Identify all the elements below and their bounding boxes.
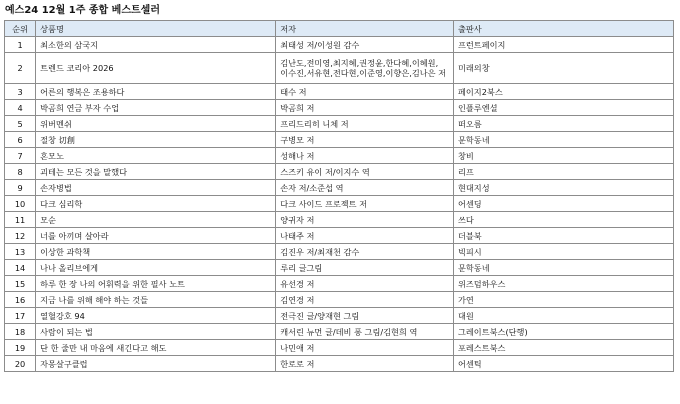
publisher-cell: 현대지성 bbox=[453, 180, 673, 196]
book-title-cell: 위버멘쉬 bbox=[36, 116, 276, 132]
book-title-cell: 지금 나를 위해 해야 하는 것들 bbox=[36, 292, 276, 308]
rank-cell: 18 bbox=[5, 324, 36, 340]
publisher-cell: 쓰다 bbox=[453, 212, 673, 228]
table-row bbox=[5, 244, 674, 260]
publisher-cell: 떠오름 bbox=[453, 116, 673, 132]
header-book: 상품명 bbox=[36, 21, 276, 37]
author-cell: 전극진 글/양재현 그림 bbox=[276, 308, 454, 324]
publisher-cell: 어센틱 bbox=[453, 356, 673, 372]
author-cell: 다크 사이드 프로젝트 저 bbox=[276, 196, 454, 212]
book-title-cell: 다크 심리학 bbox=[36, 196, 276, 212]
table-row bbox=[5, 212, 674, 228]
book-title-cell: 하루 한 장 나의 어휘력을 위한 필사 노트 bbox=[36, 276, 276, 292]
author-cell: 캐서린 뉴먼 글/데비 퐁 그림/김현희 역 bbox=[276, 324, 454, 340]
book-title-cell: 손자병법 bbox=[36, 180, 276, 196]
table-header-row bbox=[5, 21, 674, 37]
rank-cell: 10 bbox=[5, 196, 36, 212]
book-title-cell: 괴테는 모든 것을 말했다 bbox=[36, 164, 276, 180]
publisher-cell: 빅피시 bbox=[453, 244, 673, 260]
table-row bbox=[5, 356, 674, 372]
publisher-cell: 대원 bbox=[453, 308, 673, 324]
book-title-cell: 트렌드 코리아 2026 bbox=[36, 53, 276, 84]
author-cell: 프리드리히 니체 저 bbox=[276, 116, 454, 132]
rank-cell: 2 bbox=[5, 53, 36, 84]
rank-cell: 19 bbox=[5, 340, 36, 356]
book-title-cell: 모순 bbox=[36, 212, 276, 228]
table-row bbox=[5, 100, 674, 116]
table-row bbox=[5, 148, 674, 164]
bestseller-table bbox=[4, 20, 674, 372]
book-title-cell: 절창 切創 bbox=[36, 132, 276, 148]
author-cell: 김연경 저 bbox=[276, 292, 454, 308]
table-row bbox=[5, 164, 674, 180]
rank-cell: 20 bbox=[5, 356, 36, 372]
table-row bbox=[5, 228, 674, 244]
publisher-cell: 창비 bbox=[453, 148, 673, 164]
publisher-cell: 프런트페이지 bbox=[453, 37, 673, 53]
author-cell: 성해나 저 bbox=[276, 148, 454, 164]
table-row bbox=[5, 84, 674, 100]
publisher-cell: 미래의창 bbox=[453, 53, 673, 84]
book-title-cell: 자몽살구클럽 bbox=[36, 356, 276, 372]
author-cell: 스즈키 유이 저/이지수 역 bbox=[276, 164, 454, 180]
rank-cell: 8 bbox=[5, 164, 36, 180]
header-publisher: 출판사 bbox=[453, 21, 673, 37]
author-cell: 유선경 저 bbox=[276, 276, 454, 292]
publisher-cell: 가연 bbox=[453, 292, 673, 308]
rank-cell: 16 bbox=[5, 292, 36, 308]
rank-cell: 17 bbox=[5, 308, 36, 324]
table-row bbox=[5, 292, 674, 308]
author-cell: 태수 저 bbox=[276, 84, 454, 100]
book-title-cell: 혼모노 bbox=[36, 148, 276, 164]
header-author: 저자 bbox=[276, 21, 454, 37]
publisher-cell: 문학동네 bbox=[453, 132, 673, 148]
table-row bbox=[5, 180, 674, 196]
author-cell: 박곰희 저 bbox=[276, 100, 454, 116]
table-row bbox=[5, 324, 674, 340]
author-cell: 나태주 저 bbox=[276, 228, 454, 244]
page-title: 예스24 12월 1주 종합 베스트셀러 bbox=[5, 5, 160, 16]
book-title-cell: 나나 올리브에게 bbox=[36, 260, 276, 276]
rank-cell: 14 bbox=[5, 260, 36, 276]
author-cell: 한로로 저 bbox=[276, 356, 454, 372]
author-cell: 김진우 저/최재천 감수 bbox=[276, 244, 454, 260]
book-title-cell: 어른의 행복은 조용하다 bbox=[36, 84, 276, 100]
publisher-cell: 인플루엔셜 bbox=[453, 100, 673, 116]
rank-cell: 6 bbox=[5, 132, 36, 148]
rank-cell: 11 bbox=[5, 212, 36, 228]
author-cell: 루리 글그림 bbox=[276, 260, 454, 276]
table-row bbox=[5, 308, 674, 324]
rank-cell: 1 bbox=[5, 37, 36, 53]
rank-cell: 3 bbox=[5, 84, 36, 100]
book-title-cell: 열혈강호 94 bbox=[36, 308, 276, 324]
book-title-cell: 이상한 과학책 bbox=[36, 244, 276, 260]
author-cell: 최태성 저/이성원 감수 bbox=[276, 37, 454, 53]
book-title-cell: 너를 아끼며 살아라 bbox=[36, 228, 276, 244]
book-title-cell: 단 한 줄만 내 마음에 새긴다고 해도 bbox=[36, 340, 276, 356]
table-row bbox=[5, 276, 674, 292]
author-cell: 손자 저/소준섭 역 bbox=[276, 180, 454, 196]
author-cell: 구병모 저 bbox=[276, 132, 454, 148]
table-row bbox=[5, 196, 674, 212]
book-title-cell: 박곰희 연금 부자 수업 bbox=[36, 100, 276, 116]
rank-cell: 9 bbox=[5, 180, 36, 196]
rank-cell: 12 bbox=[5, 228, 36, 244]
table-row bbox=[5, 53, 674, 84]
publisher-cell: 더블북 bbox=[453, 228, 673, 244]
rank-cell: 15 bbox=[5, 276, 36, 292]
publisher-cell: 리프 bbox=[453, 164, 673, 180]
rank-cell: 4 bbox=[5, 100, 36, 116]
publisher-cell: 위즈덤하우스 bbox=[453, 276, 673, 292]
table-row bbox=[5, 37, 674, 53]
book-title-cell: 사람이 되는 법 bbox=[36, 324, 276, 340]
rank-cell: 7 bbox=[5, 148, 36, 164]
author-cell: 양귀자 저 bbox=[276, 212, 454, 228]
table-row bbox=[5, 116, 674, 132]
book-title-cell: 최소한의 삼국지 bbox=[36, 37, 276, 53]
rank-cell: 5 bbox=[5, 116, 36, 132]
table-row bbox=[5, 132, 674, 148]
rank-cell: 13 bbox=[5, 244, 36, 260]
author-cell: 김난도,전미영,최지혜,권정윤,한다혜,이혜원,이수진,서유현,전다현,이준영,이향은,김나은 저 bbox=[276, 53, 454, 84]
publisher-cell: 포레스트북스 bbox=[453, 340, 673, 356]
header-rank: 순위 bbox=[5, 21, 36, 37]
publisher-cell: 그레이트북스(단행) bbox=[453, 324, 673, 340]
publisher-cell: 페이지2북스 bbox=[453, 84, 673, 100]
publisher-cell: 문학동네 bbox=[453, 260, 673, 276]
author-cell: 나민애 저 bbox=[276, 340, 454, 356]
publisher-cell: 어센딩 bbox=[453, 196, 673, 212]
table-row bbox=[5, 340, 674, 356]
table-row bbox=[5, 260, 674, 276]
